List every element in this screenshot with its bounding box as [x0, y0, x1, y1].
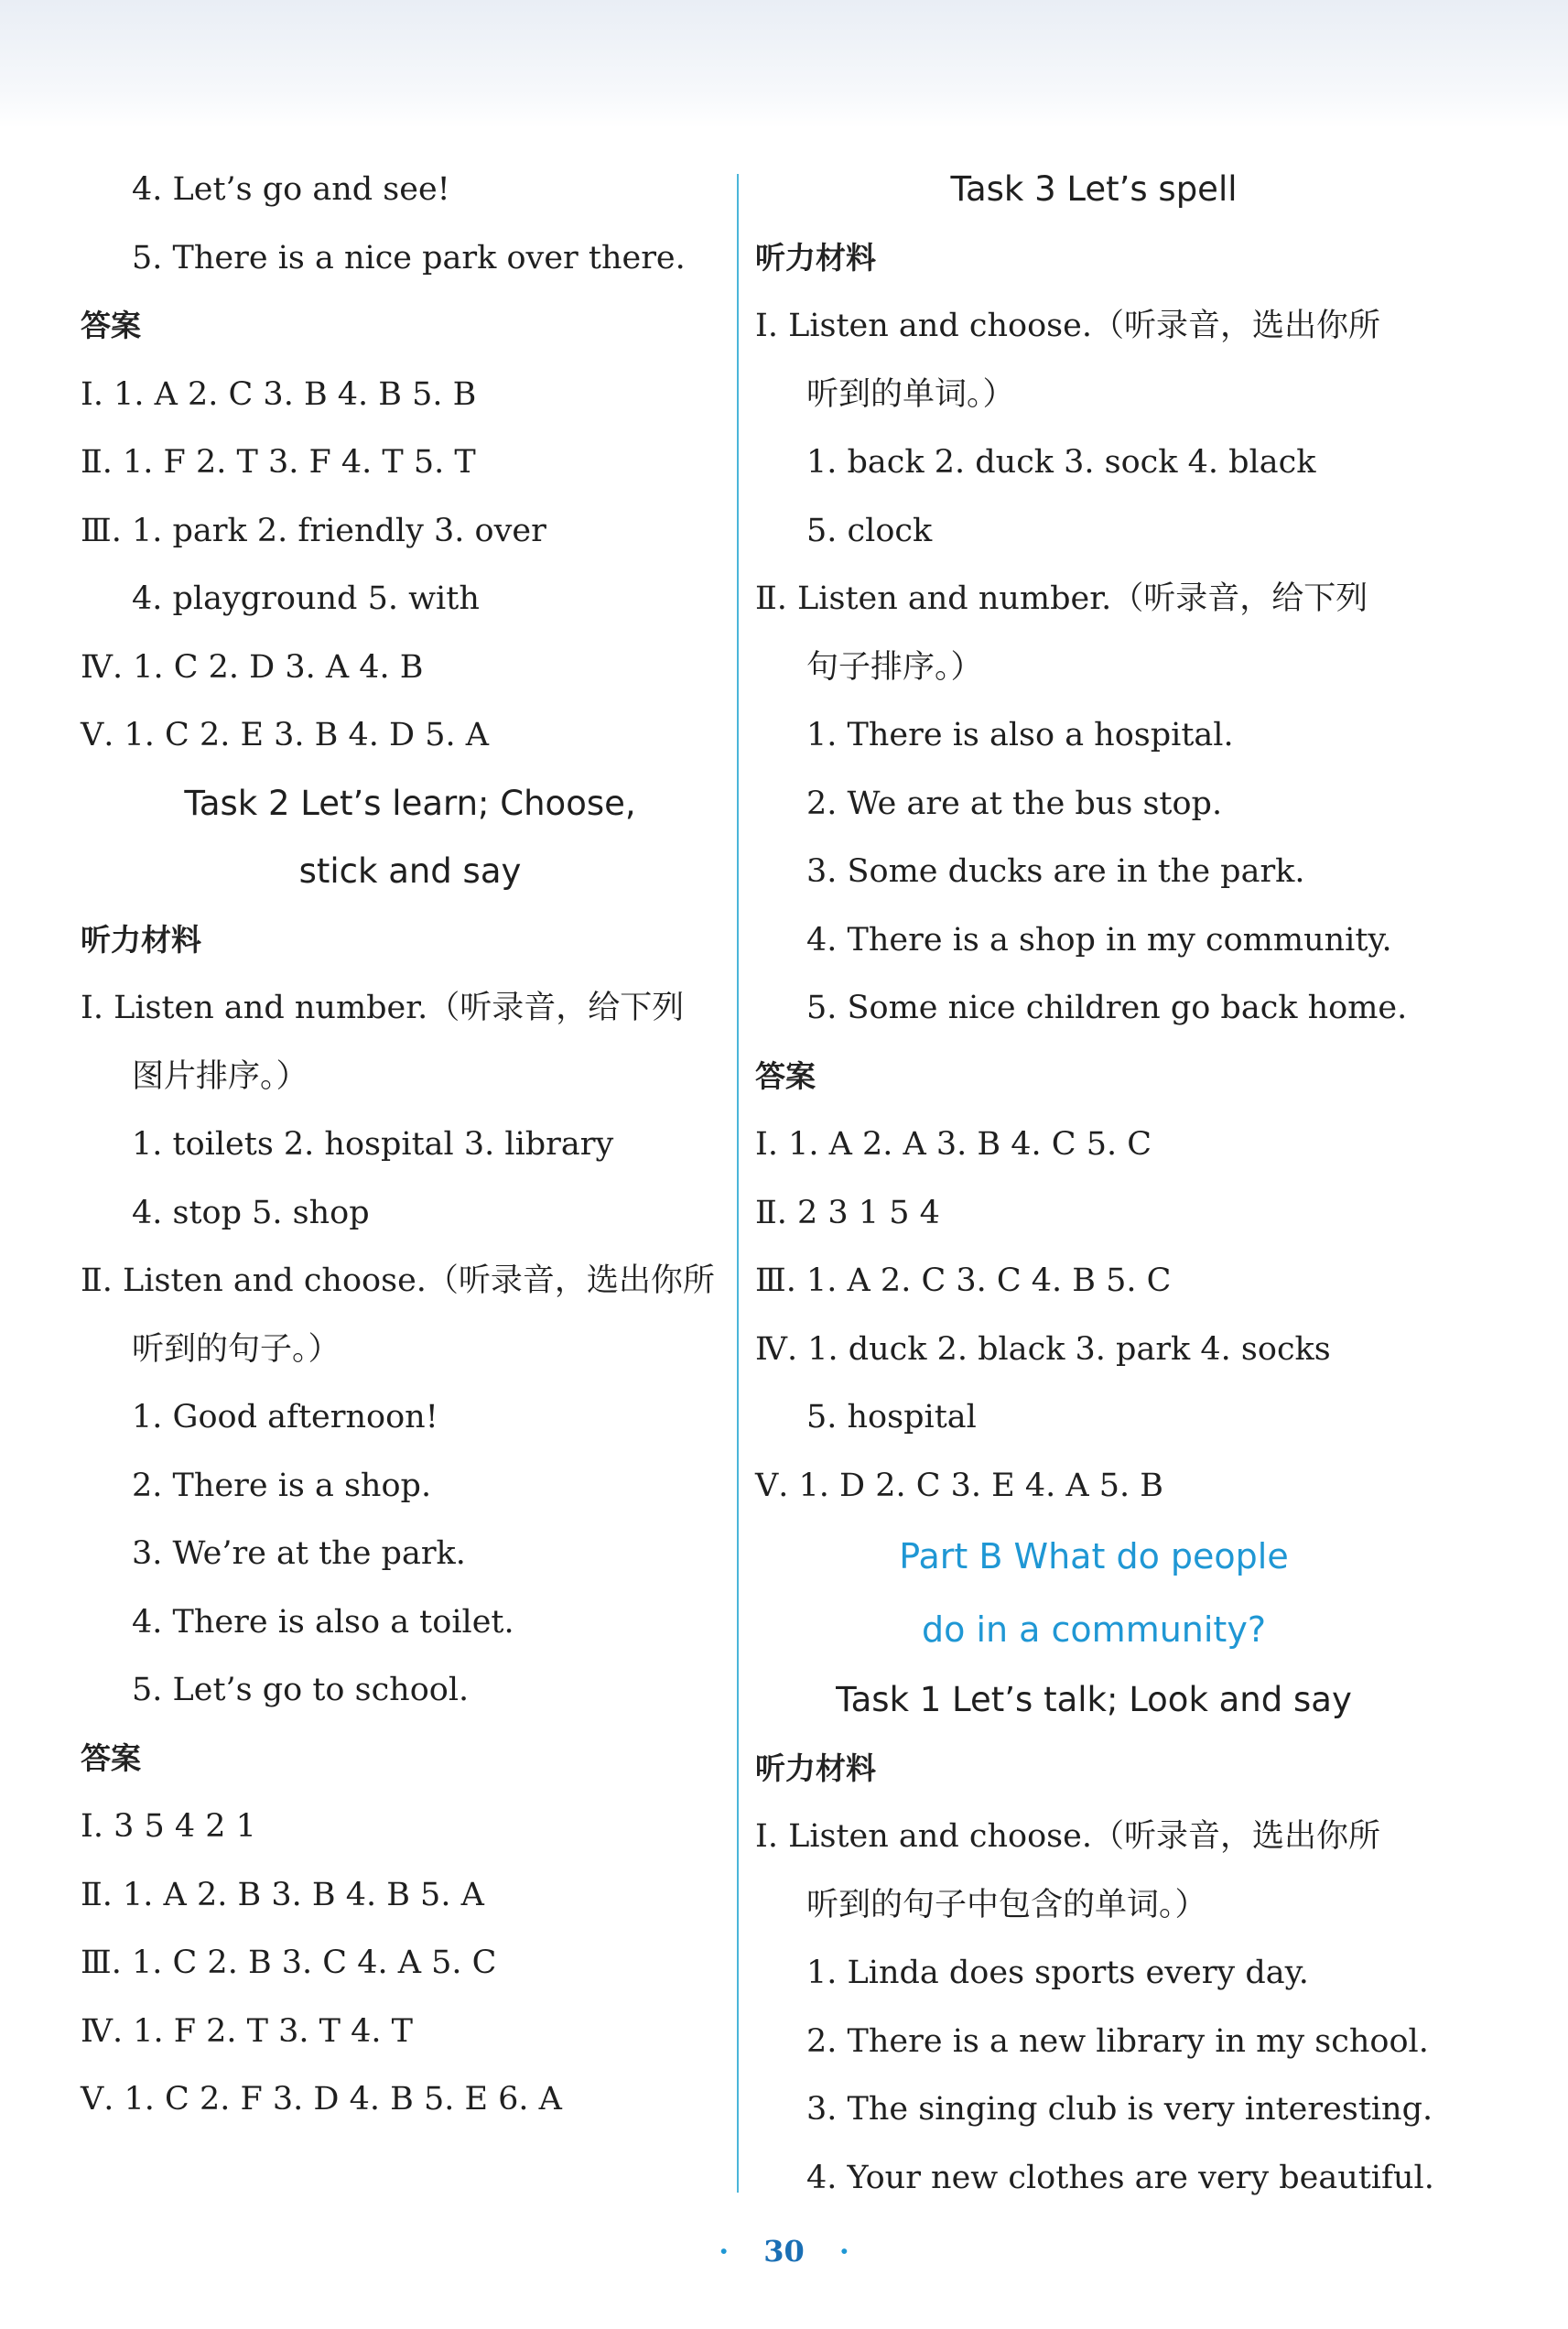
part-heading: do in a community?	[922, 1609, 1266, 1650]
section-label: 听力材料	[81, 921, 201, 958]
indented-line: 2. There is a shop.	[132, 1467, 432, 1504]
task-heading: Task 3 Let’s spell	[950, 169, 1238, 209]
indented-line: 4. Let’s go and see!	[132, 171, 450, 208]
section-label: 答案	[755, 1057, 816, 1094]
column-divider	[737, 174, 739, 2193]
indented-line: 4. stop 5. shop	[132, 1194, 370, 1231]
indented-line: 1. back 2. duck 3. sock 4. black	[806, 444, 1316, 481]
task-heading: stick and say	[298, 851, 522, 891]
indented-line: 4. playground 5. with	[132, 580, 480, 617]
text-line: Ⅰ. 1. A 2. C 3. B 4. B 5. B	[81, 375, 477, 413]
indented-line: 句子排序。）	[806, 648, 983, 686]
indented-line: 1. Linda does sports every day.	[806, 1955, 1309, 1991]
indented-line: 3. Some ducks are in the park.	[806, 853, 1305, 890]
text-line: Ⅳ. 1. C 2. D 3. A 4. B	[81, 648, 424, 686]
text-line: Ⅳ. 1. F 2. T 3. T 4. T	[81, 2012, 413, 2050]
indented-line: 5. Some nice children go back home.	[806, 990, 1408, 1026]
text-line: Ⅲ. 1. park 2. friendly 3. over	[81, 512, 546, 549]
indented-line: 2. We are at the bus stop.	[806, 785, 1223, 822]
text-line: Ⅱ. 1. A 2. B 3. B 4. B 5. A	[81, 1876, 484, 1913]
indented-line: 5. There is a nice park over there.	[132, 239, 686, 276]
text-line: Ⅳ. 1. duck 2. black 3. park 4. socks	[755, 1330, 1331, 1368]
indented-line: 5. Let’s go to school.	[132, 1672, 470, 1708]
section-label: 听力材料	[755, 1749, 876, 1786]
text-line: Ⅲ. 1. C 2. B 3. C 4. A 5. C	[81, 1944, 497, 1981]
text-line: Ⅰ. 3 5 4 2 1	[81, 1808, 256, 1845]
page-footer	[0, 2234, 1568, 2269]
text-line: Ⅴ. 1. D 2. C 3. E 4. A 5. B	[755, 1467, 1164, 1504]
indented-line: 3. The singing club is very interesting.	[806, 2091, 1433, 2128]
indented-line: 听到的单词。）	[806, 375, 1015, 413]
section-label: 答案	[81, 308, 141, 343]
text-line: Ⅱ. Listen and choose.（听录音，选出你所	[81, 1262, 715, 1299]
indented-line: 图片排序。）	[132, 1057, 308, 1095]
indented-line: 听到的句子中包含的单词。）	[806, 1886, 1207, 1923]
text-line: Ⅱ. 2 3 1 5 4	[755, 1194, 940, 1231]
footer-dot-left: ·	[719, 2234, 730, 2269]
indented-line: 4. There is a shop in my community.	[806, 921, 1392, 959]
indented-line: 3. We’re at the park.	[132, 1535, 466, 1572]
part-heading: Part B What do people	[899, 1536, 1289, 1576]
text-line: Ⅰ. 1. A 2. A 3. B 4. C 5. C	[755, 1126, 1152, 1163]
indented-line: 5. clock	[806, 512, 933, 549]
indented-line: 听到的句子。）	[132, 1330, 341, 1368]
text-line: Ⅴ. 1. C 2. F 3. D 4. B 5. E 6. A	[81, 2081, 562, 2118]
indented-line: 4. Your new clothes are very beautiful.	[806, 2159, 1434, 2196]
text-line: Ⅲ. 1. A 2. C 3. C 4. B 5. C	[755, 1262, 1172, 1299]
indented-line: 5. hospital	[806, 1399, 977, 1435]
left-column	[81, 156, 740, 2134]
indented-line: 1. Good afternoon!	[132, 1399, 438, 1435]
indented-line: 4. There is also a toilet.	[132, 1603, 514, 1641]
text-line: Ⅰ. Listen and choose.（听录音，选出你所	[755, 308, 1380, 344]
indented-line: 2. There is a new library in my school.	[806, 2022, 1429, 2060]
section-label: 答案	[81, 1739, 141, 1776]
footer-dot-right: ·	[838, 2234, 849, 2269]
indented-line: 1. There is also a hospital.	[806, 717, 1234, 753]
indented-line: 1. toilets 2. hospital 3. library	[132, 1126, 614, 1163]
section-label: 听力材料	[755, 239, 876, 276]
right-column	[755, 156, 1433, 2212]
text-line: Ⅰ. Listen and number.（听录音，给下列	[81, 990, 685, 1026]
task-heading: Task 2 Let’s learn; Choose,	[184, 783, 636, 823]
text-line: Ⅱ. 1. F 2. T 3. F 4. T 5. T	[81, 444, 476, 481]
task-heading: Task 1 Let’s talk; Look and say	[836, 1680, 1352, 1719]
page-number: 30	[763, 2234, 805, 2269]
text-line: Ⅰ. Listen and choose.（听录音，选出你所	[755, 1818, 1380, 1855]
page-top-band	[0, 0, 1568, 128]
text-line: Ⅴ. 1. C 2. E 3. B 4. D 5. A	[81, 717, 490, 753]
text-line: Ⅱ. Listen and number.（听录音，给下列	[755, 580, 1368, 617]
